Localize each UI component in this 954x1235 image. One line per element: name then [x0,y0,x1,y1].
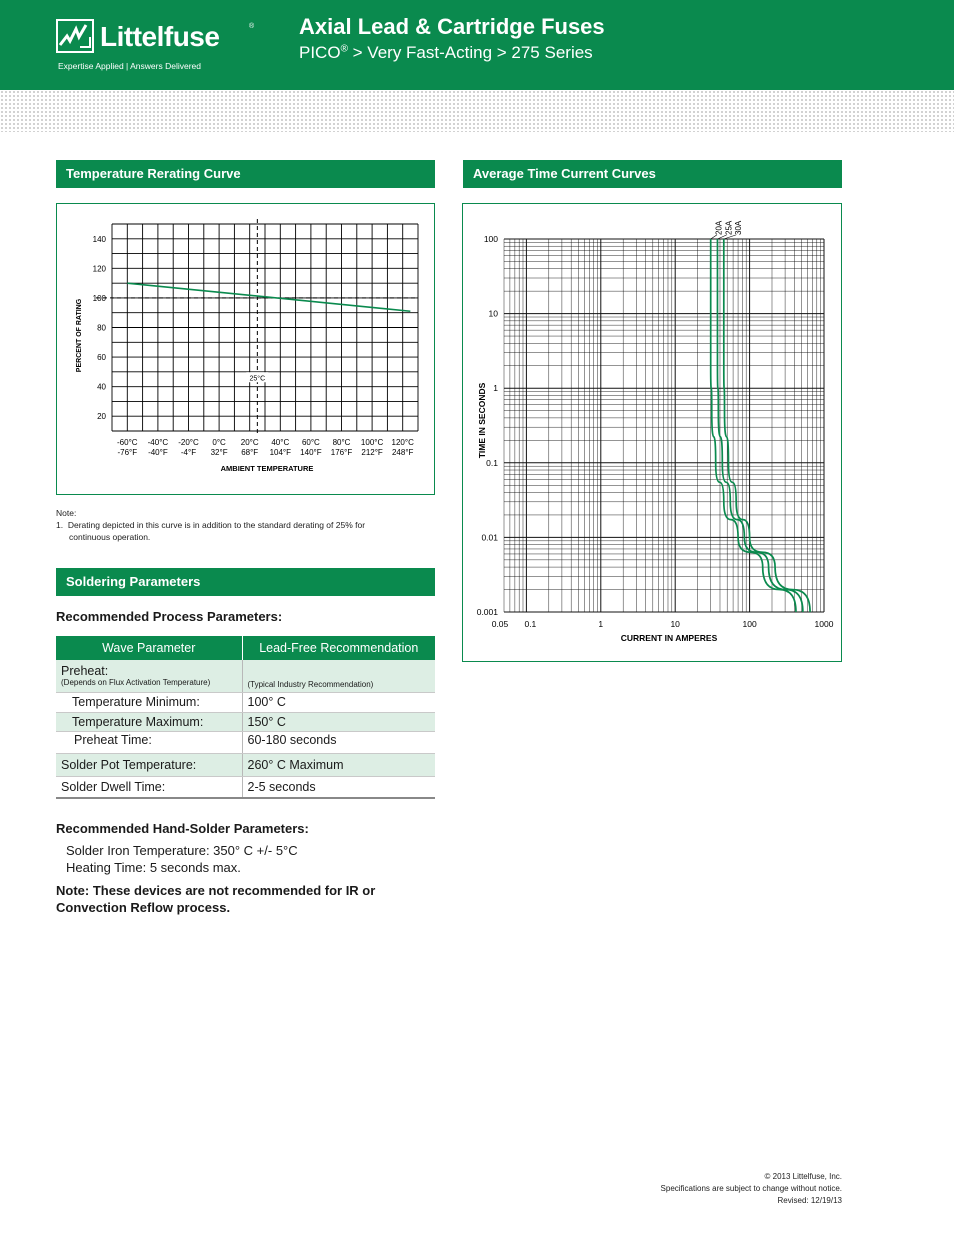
x-tick-label-celsius: 60°C [301,438,320,447]
derating-curve [127,283,410,311]
subtitle-registered-mark: ® [340,43,348,55]
table-row [56,753,435,776]
brand-tagline: Expertise Applied | Answers Delivered [58,61,202,71]
preheat-label-cell [56,660,242,692]
brand-registered-mark: ® [249,23,255,30]
table-header-wave: Wave Parameter [56,636,242,660]
x-tick-label-celsius: -60°C [117,438,138,447]
rerating-chart [57,204,434,494]
time-current-curve-30a [724,239,810,612]
row-value: 60-180 seconds [242,731,435,753]
series-label: 30A [733,220,743,235]
row-value: 150° C [242,712,435,731]
row-label: Solder Dwell Time: [56,776,242,798]
y-tick-label: 80 [97,323,106,333]
rerating-chart-frame [56,203,435,495]
process-params-heading: Recommended Process Parameters: [56,609,283,624]
disclaimer: Specifications are subject to change without notice. [660,1184,842,1193]
dotted-band [0,90,954,132]
x-tick-label-celsius: 0°C [212,438,226,447]
x-tick-label: 1 [598,619,604,629]
series-label: 20A [714,220,724,235]
document-subtitle [299,43,593,63]
x-tick-label-fahrenheit: 32°F [210,448,228,457]
x-axis-label: CURRENT IN AMPERES [620,633,718,643]
x-tick-label-celsius: 20°C [240,438,259,447]
table-row [56,776,435,798]
table-row [56,692,435,712]
x-tick-label: 0.1 [524,619,537,629]
x-axis-label: AMBIENT TEMPERATURE [220,464,314,473]
reflow-warning: Note: These devices are not recommended for IR or Convection Reflow process. [56,883,376,915]
section-title-time-current: Average Time Current Curves [463,160,842,188]
fuse-logo-icon [56,19,94,53]
x-tick-label-celsius: 120°C [391,438,414,447]
y-tick-label: 0.1 [486,457,498,468]
table-header-row [56,636,435,660]
note-block [56,507,436,543]
y-tick-label: 40 [97,382,106,392]
row-label: Temperature Maximum: [56,712,242,731]
littelfuse-logo [56,19,256,75]
preheat-value: (Typical Industry Recommendation) [247,679,374,689]
time-current-chart-frame [462,203,842,662]
brand-name: Littelfuse [100,21,220,52]
preheat-label: Preheat: [61,664,109,679]
hand-solder-time: Heating Time: 5 seconds max. [66,860,241,875]
y-tick-label: 1 [493,383,498,394]
x-tick-label-fahrenheit: 212°F [361,448,383,457]
soldering-table [56,636,435,799]
note-item-text: Derating depicted in this curve is in addition to the standard derating of 25% for [67,520,366,530]
time-current-chart [463,204,841,661]
table-header-leadfree: Lead-Free Recommendation [242,636,435,660]
x-tick-label-celsius: 40°C [271,438,290,447]
preheat-value-cell [242,660,435,692]
table-row-preheat [56,660,435,692]
row-label: Temperature Minimum: [56,692,242,712]
subtitle-path: > Very Fast-Acting > 275 Series [347,43,593,62]
x-tick-label-celsius: 100°C [360,438,384,447]
y-axis-label: TIME IN SECONDS [477,382,487,459]
x-tick-label-celsius: 80°C [332,438,351,447]
section-title-rerating: Temperature Rerating Curve [56,160,435,188]
table-row [56,731,435,753]
y-tick-label: 10 [488,308,498,319]
x-tick-label-fahrenheit: 140°F [300,448,322,457]
copyright: © 2013 Littelfuse, Inc. [764,1172,842,1181]
y-tick-label: 0.01 [481,532,498,543]
x-tick-label-fahrenheit: 68°F [241,448,259,457]
x-tick-label-celsius: -20°C [178,438,199,447]
x-tick-label-fahrenheit: 104°F [269,448,292,457]
x-tick-label-fahrenheit: 248°F [391,448,414,457]
y-tick-label: 60 [97,353,106,363]
row-label: Solder Pot Temperature: [56,753,242,776]
x-tick-label-fahrenheit: 176°F [330,448,353,457]
subtitle-product: PICO [299,43,341,62]
y-tick-label: 100 [92,293,106,303]
row-label: Preheat Time: [56,731,242,753]
series-label: 25A [724,220,734,235]
row-value: 2-5 seconds [242,776,435,798]
x-tick-label: 100 [742,619,757,629]
preheat-note: (Depends on Flux Activation Temperature) [61,678,211,688]
y-tick-label: 0.001 [476,607,498,617]
hand-solder-heading: Recommended Hand-Solder Parameters: [56,821,309,836]
x-tick-label: 10 [670,619,680,629]
y-tick-label: 140 [92,234,106,244]
x-tick-label: 1000 [814,619,834,629]
y-tick-label: 100 [483,234,498,244]
y-axis-label: PERCENT OF RATING [76,298,83,373]
note-item-continuation: continuous operation. [69,532,151,542]
row-value: 100° C [242,692,435,712]
y-tick-label: 20 [97,412,106,422]
x-tick-label: 0.05 [491,619,509,629]
x-tick-label-fahrenheit: -76°F [117,448,138,457]
table-row [56,712,435,731]
page-header [0,0,954,90]
note-label: Note: [56,508,77,518]
row-value: 260° C Maximum [242,753,435,776]
page-footer [661,1171,842,1207]
revision-date: Revised: 12/19/13 [777,1196,842,1205]
y-tick-label: 120 [92,264,106,274]
note-item-number: 1. [56,520,64,530]
x-tick-label-fahrenheit: -4°F [180,448,197,457]
x-tick-label-fahrenheit: -40°F [148,448,168,457]
hand-solder-temperature: Solder Iron Temperature: 350° C +/- 5°C [66,843,298,858]
reference-label: 25°C [249,375,266,383]
document-title: Axial Lead & Cartridge Fuses [299,14,605,39]
x-tick-label-celsius: -40°C [147,438,169,447]
note-item [56,519,436,531]
section-title-soldering: Soldering Parameters [56,568,435,596]
